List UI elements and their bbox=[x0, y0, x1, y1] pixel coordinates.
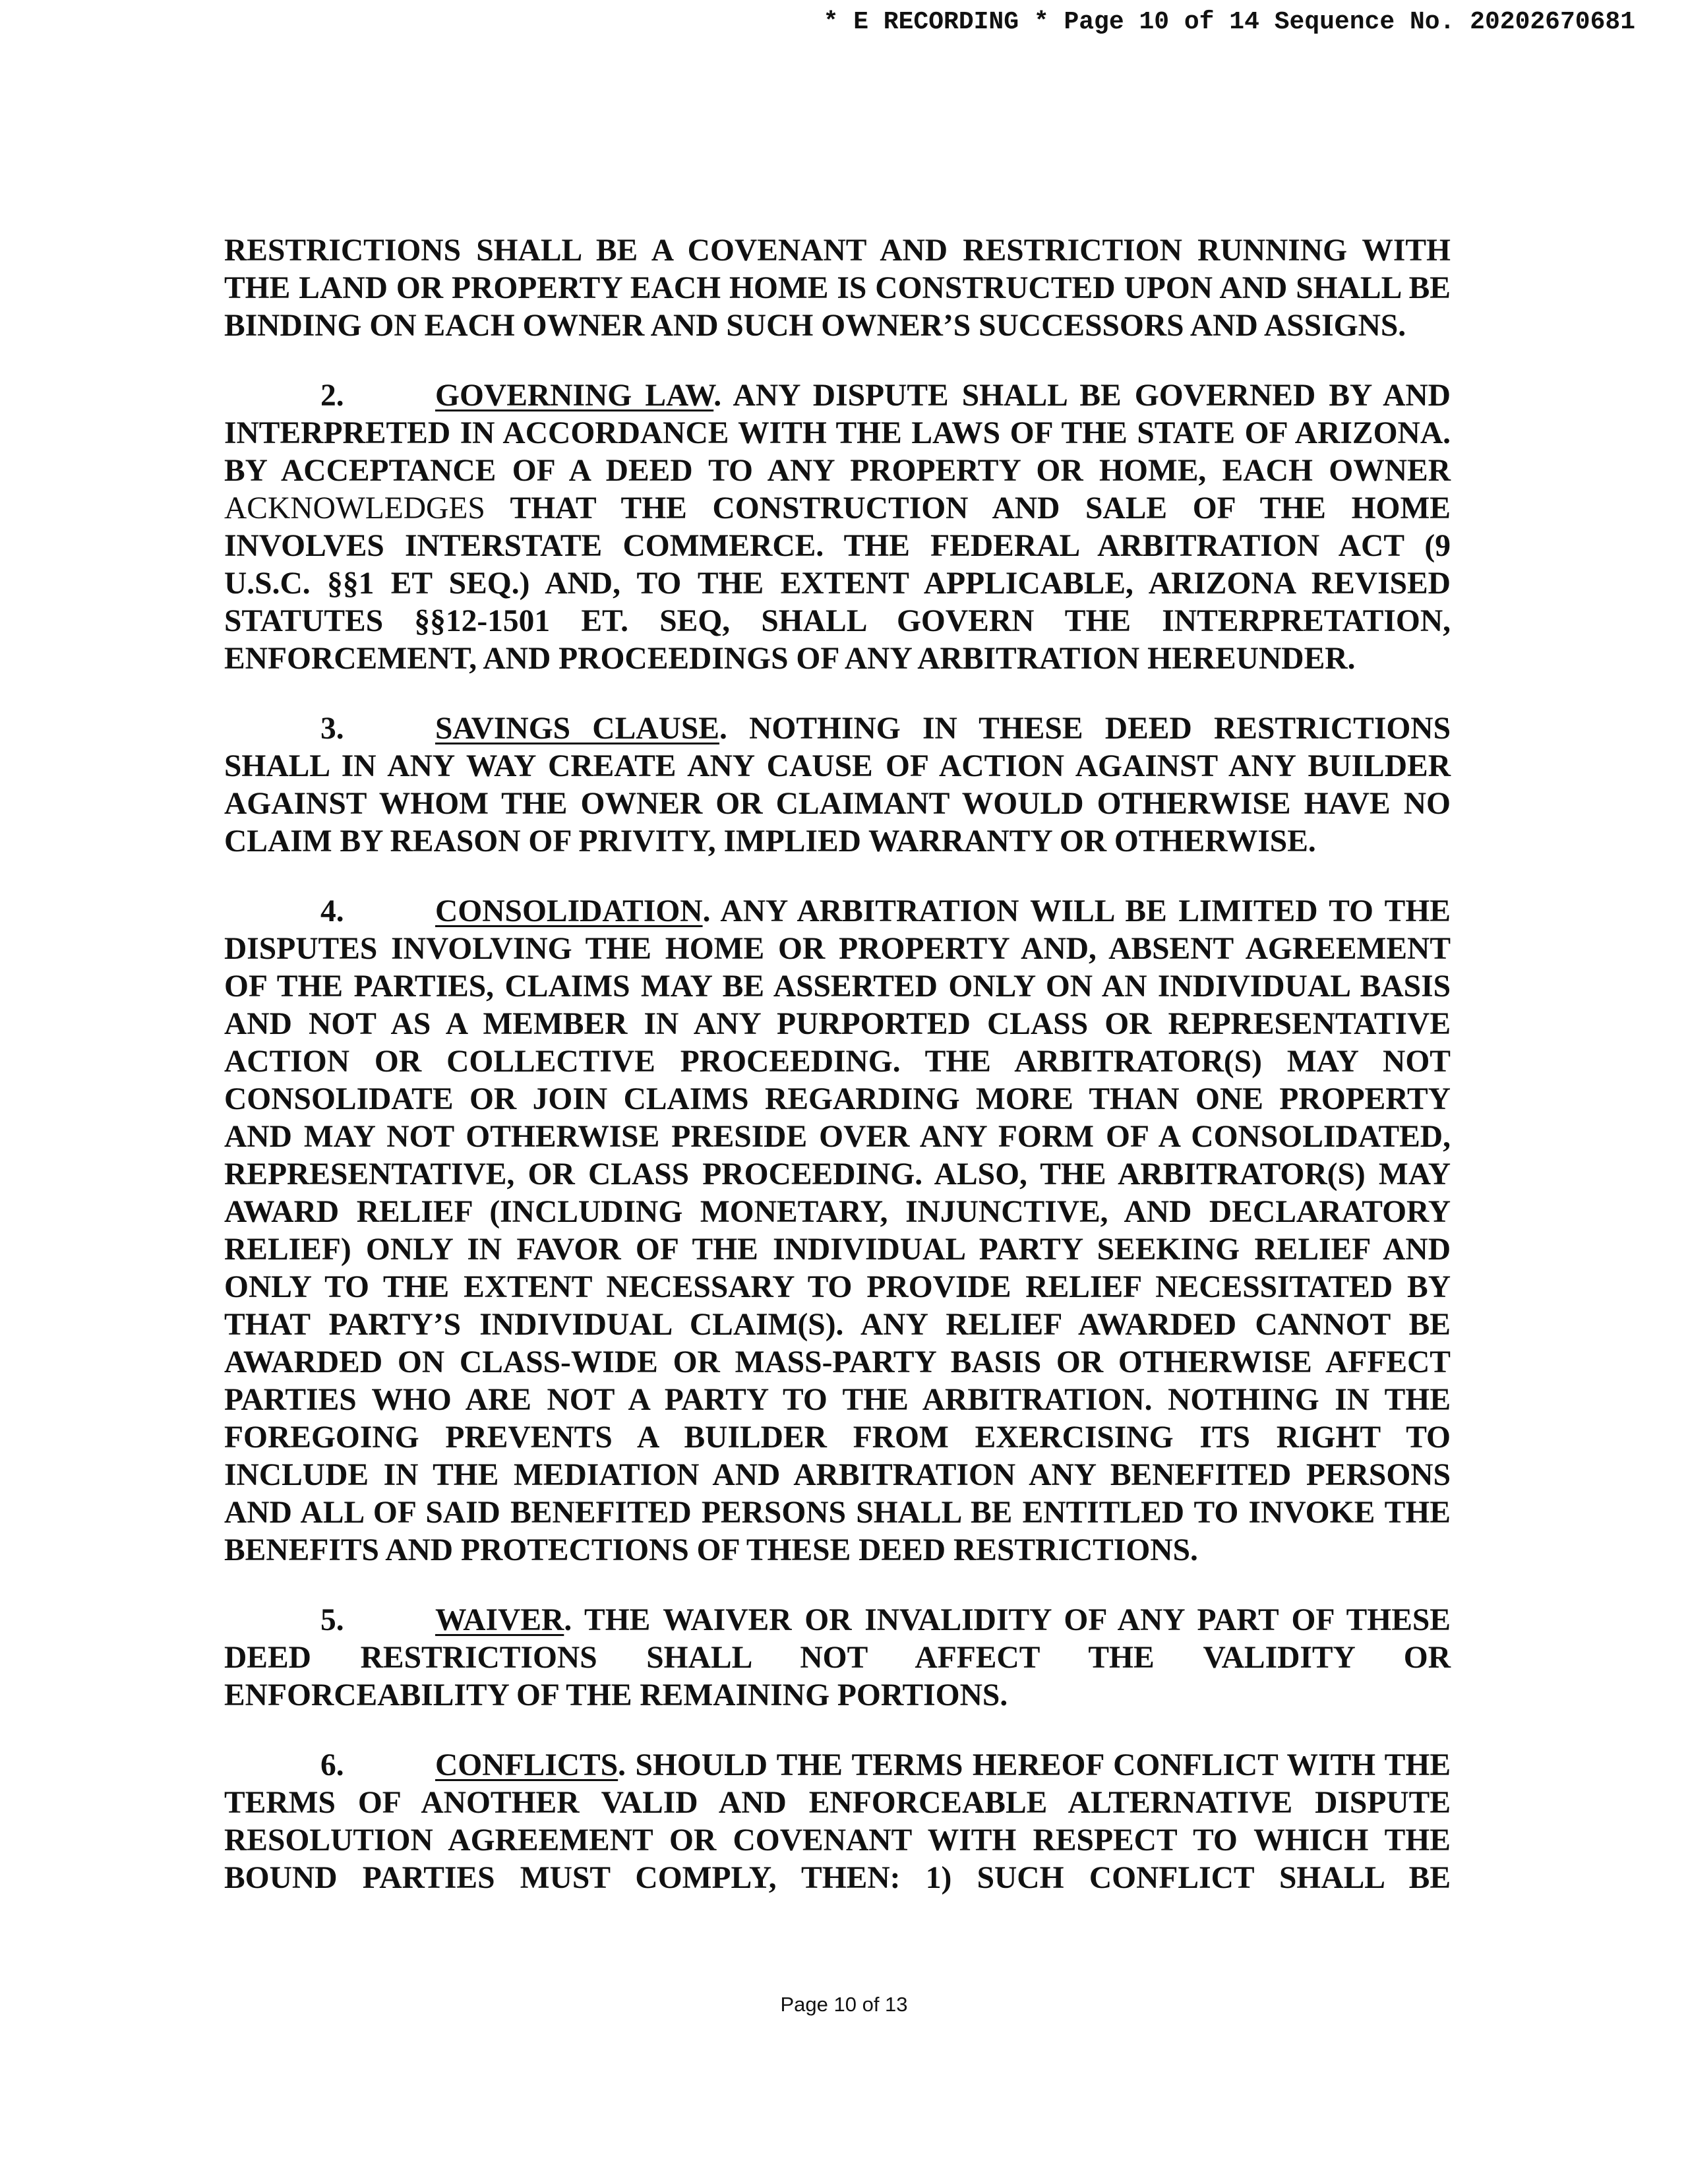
section-text: THAT THE CONSTRUCTION AND SALE OF THE HOME INVOLVES INTERSTATE COMMERCE. THE FEDERAL ARBITRATION ACT (9 U.S.C. §§1 ET SEQ.) AND, TO THE EXTENT APPLICABLE, ARIZONA REVISED STATUTES §§12-1501 ET. SEQ, SHALL GOVERN THE INTERPRETATION, ENFORCEMENT, AND PROCEEDINGS OF ANY ARBITRATION HEREUNDER. bbox=[224, 491, 1451, 676]
document-body bbox=[224, 232, 1451, 1929]
section-heading: SAVINGS CLAUSE bbox=[435, 712, 719, 746]
section-text: . SHOULD THE TERMS HEREOF CONFLICT WITH THE TERMS OF ANOTHER VALID AND ENFORCEABLE ALTERNATIVE DISPUTE RESOLUTION AGREEMENT OR COVENANT WITH RESPECT TO WHICH THE BOUND PARTIES MUST COMPLY, THEN: 1) SUCH CONFLICT SHALL BE bbox=[224, 1748, 1451, 1895]
section-text: . ANY DISPUTE SHALL BE GOVERNED BY AND INTERPRETED IN ACCORDANCE WITH THE LAWS OF THE STATE OF ARIZONA. BY ACCEPTANCE OF A DEED TO ANY PROPERTY OR HOME, EACH OWNER bbox=[224, 379, 1451, 488]
section-conflicts bbox=[224, 1747, 1451, 1897]
section-text: . THE WAIVER OR INVALIDITY OF ANY PART OF THESE DEED RESTRICTIONS SHALL NOT AFFECT THE VALIDITY OR ENFORCEABILITY OF THE REMAINING PORTIONS. bbox=[224, 1603, 1451, 1713]
section-text-plain: ACKNOWLEDGES bbox=[224, 491, 485, 526]
section-number: 2. bbox=[320, 379, 344, 413]
section-heading: GOVERNING LAW bbox=[435, 379, 714, 413]
section-waiver bbox=[224, 1602, 1451, 1714]
recording-header: * E RECORDING * Page 10 of 14 Sequence No. 20202670681 bbox=[823, 8, 1635, 36]
section-text: . ANY ARBITRATION WILL BE LIMITED TO THE DISPUTES INVOLVING THE HOME OR PROPERTY AND, ABSENT AGREEMENT OF THE PARTIES, CLAIMS MAY BE ASSERTED ONLY ON AN INDIVIDUAL BASIS AND NOT AS A MEMBER IN ANY PURPORTED CLASS OR REPRESENTATIVE ACTION OR COLLECTIVE PROCEEDING. THE ARBITRATOR(S) MAY NOT CONSOLIDATE OR JOIN CLAIMS REGARDING MORE THAN ONE PROPERTY AND MAY NOT OTHERWISE PRESIDE OVER ANY FORM OF A CONSOLIDATED, REPRESENTATIVE, OR CLASS PROCEEDING. ALSO, THE ARBITRATOR(S) MAY AWARD RELIEF (INCLUDING MONETARY, INJUNCTIVE, AND DECLARATORY RELIEF) ONLY IN FAVOR OF THE INDIVIDUAL PARTY SEEKING RELIEF AND ONLY TO THE EXTENT NECESSARY TO PROVIDE RELIEF NECESSITATED BY THAT PARTY’S INDIVIDUAL CLAIM(S). ANY RELIEF AWARDED CANNOT BE AWARDED ON CLASS-WIDE OR MASS-PARTY BASIS OR OTHERWISE AFFECT PARTIES WHO ARE NOT A PARTY TO THE ARBITRATION. NOTHING IN THE FOREGOING PREVENTS A BUILDER FROM EXERCISING ITS RIGHT TO INCLUDE IN THE MEDIATION AND ARBITRATION ANY BENEFITED PERSONS AND ALL OF SAID BENEFITED PERSONS SHALL BE ENTITLED TO INVOKE THE BENEFITS AND PROTECTIONS OF THESE DEED RESTRICTIONS. bbox=[224, 894, 1451, 1567]
section-heading: WAIVER bbox=[435, 1603, 564, 1637]
section-number: 4. bbox=[320, 894, 344, 928]
section-governing-law bbox=[224, 377, 1451, 678]
section-heading: CONFLICTS bbox=[435, 1748, 618, 1782]
section-number: 6. bbox=[320, 1748, 344, 1782]
section-number: 5. bbox=[320, 1603, 344, 1637]
page-number-footer: Page 10 of 13 bbox=[780, 1993, 908, 2016]
section-savings-clause bbox=[224, 710, 1451, 861]
section-text: . NOTHING IN THESE DEED RESTRICTIONS SHALL IN ANY WAY CREATE ANY CAUSE OF ACTION AGAINST ANY BUILDER AGAINST WHOM THE OWNER OR CLAIMANT WOULD OTHERWISE HAVE NO CLAIM BY REASON OF PRIVITY, IMPLIED WARRANTY OR OTHERWISE. bbox=[224, 712, 1451, 859]
section-consolidation bbox=[224, 893, 1451, 1569]
section-number: 3. bbox=[320, 712, 344, 746]
continuation-paragraph: RESTRICTIONS SHALL BE A COVENANT AND RESTRICTION RUNNING WITH THE LAND OR PROPERTY EACH HOME IS CONSTRUCTED UPON AND SHALL BE BINDING ON EACH OWNER AND SUCH OWNER’S SUCCESSORS AND ASSIGNS. bbox=[224, 233, 1451, 343]
section-heading: CONSOLIDATION bbox=[435, 894, 703, 928]
